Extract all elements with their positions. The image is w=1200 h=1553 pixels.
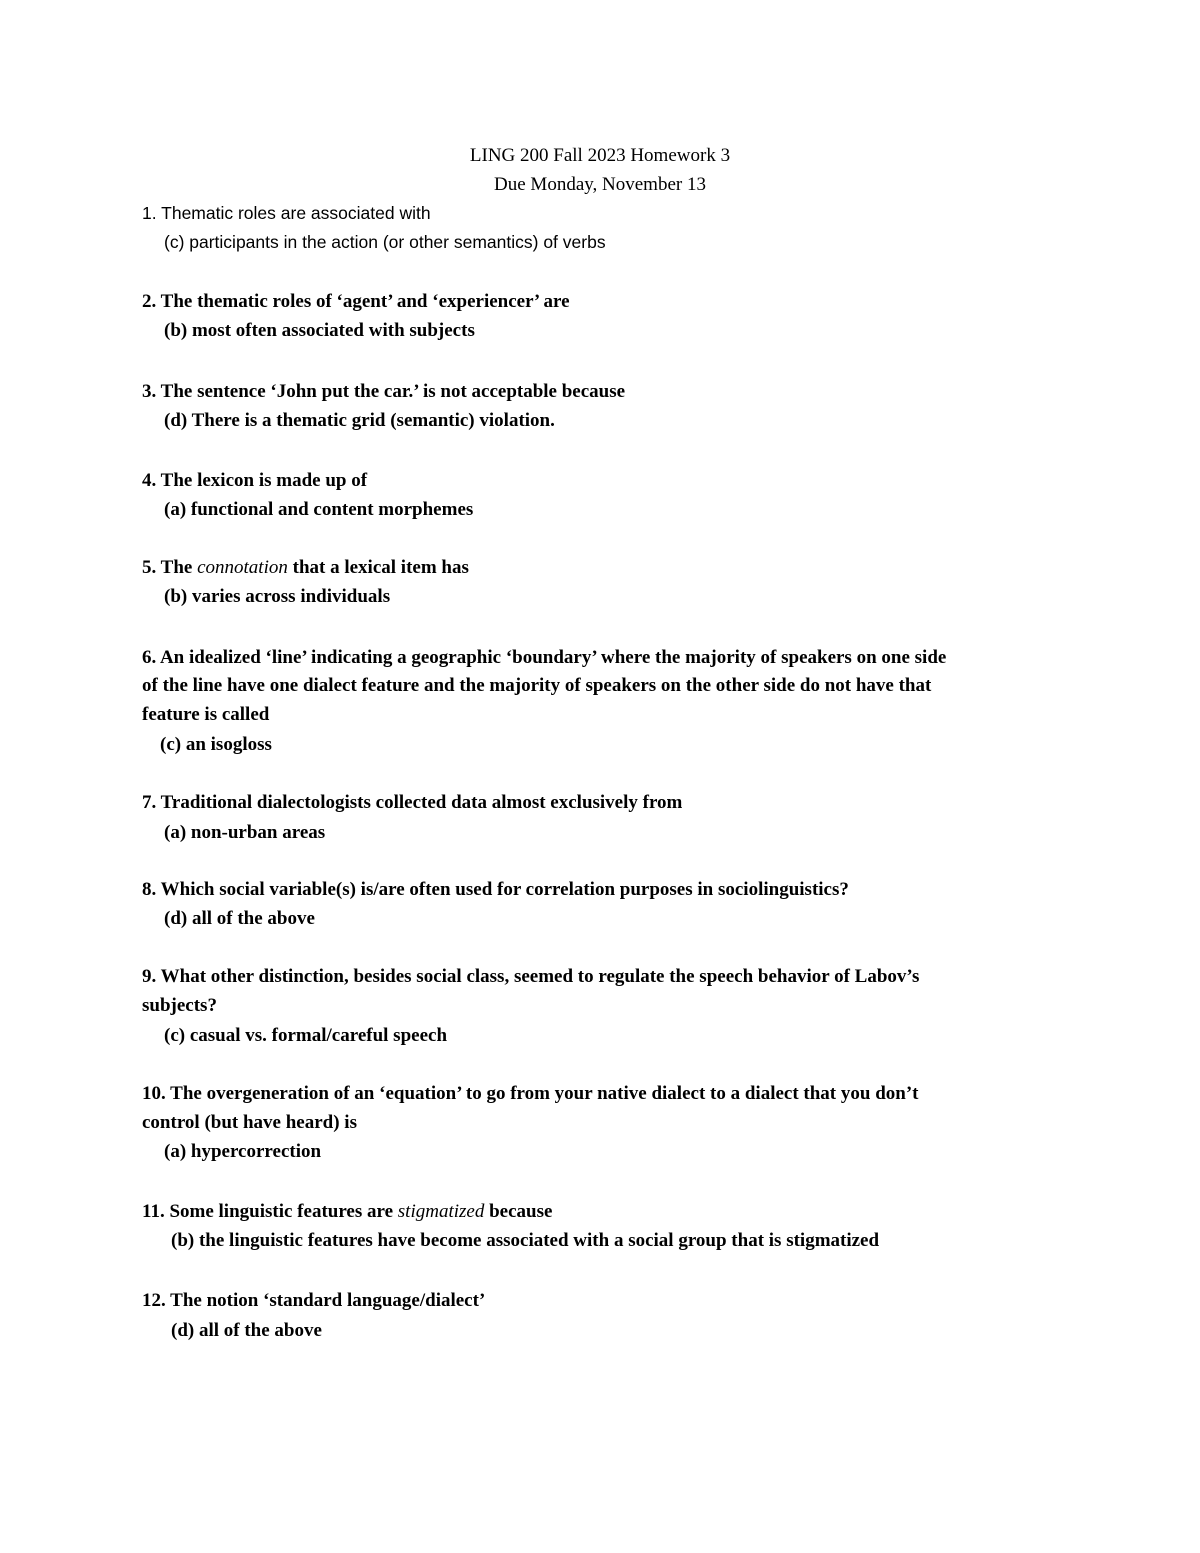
question-6-answer: (c) an isogloss [160,734,272,755]
question-3-text: 3. The sentence ‘John put the car.’ is not acceptable because [142,381,626,402]
question-6-line-3: feature is called [142,704,270,725]
question-2-text: 2. The thematic roles of ‘agent’ and ‘experiencer’ are [142,291,570,312]
question-11-emphasis: stigmatized [397,1201,485,1222]
question-11-suffix: because [484,1201,553,1222]
due-date: Due Monday, November 13 [494,174,706,195]
question-3-answer: (d) There is a thematic grid (semantic) violation. [164,410,555,431]
question-6-line-1: 6. An idealized ‘line’ indicating a geographic ‘boundary’ where the majority of speakers on one side [142,647,947,668]
question-5-emphasis: connotation [197,557,288,578]
question-7-text: 7. Traditional dialectologists collected data almost exclusively from [142,792,683,813]
question-12-text: 12. The notion ‘standard language/dialect’ [142,1290,486,1311]
question-5-text [142,557,469,579]
question-9-line-1: 9. What other distinction, besides social class, seemed to regulate the speech behavior of Labov’s [142,966,920,987]
question-7-answer: (a) non-urban areas [164,822,326,843]
question-5-prefix: 5. The [142,557,198,578]
question-9-line-2: subjects? [142,995,217,1016]
question-1-text: 1. Thematic roles are associated with [142,203,431,223]
question-8-text: 8. Which social variable(s) is/are often used for correlation purposes in sociolinguistics? [142,879,849,900]
question-10-line-2: control (but have heard) is [142,1112,357,1133]
question-11-answer: (b) the linguistic features have become associated with a social group that is stigmatized [171,1230,880,1251]
question-6-line-2: of the line have one dialect feature and the majority of speakers on the other side do not have that [142,675,932,696]
document-title: LING 200 Fall 2023 Homework 3 [469,145,731,166]
question-4-text: 4. The lexicon is made up of [142,470,368,491]
question-11-text [142,1201,552,1223]
question-2-answer: (b) most often associated with subjects [164,320,475,341]
question-10-line-1: 10. The overgeneration of an ‘equation’ to go from your native dialect to a dialect that you don’t [142,1083,919,1104]
question-1-answer: (c) participants in the action (or other semantics) of verbs [164,232,606,252]
question-5-answer: (b) varies across individuals [164,586,391,607]
question-12-answer: (d) all of the above [171,1320,322,1341]
question-9-answer: (c) casual vs. formal/careful speech [164,1025,448,1046]
question-8-answer: (d) all of the above [164,908,315,929]
question-5-suffix: that a lexical item has [287,557,469,578]
question-11-prefix: 11. Some linguistic features are [142,1201,398,1222]
question-4-answer: (a) functional and content morphemes [164,499,474,520]
question-10-answer: (a) hypercorrection [164,1141,322,1162]
